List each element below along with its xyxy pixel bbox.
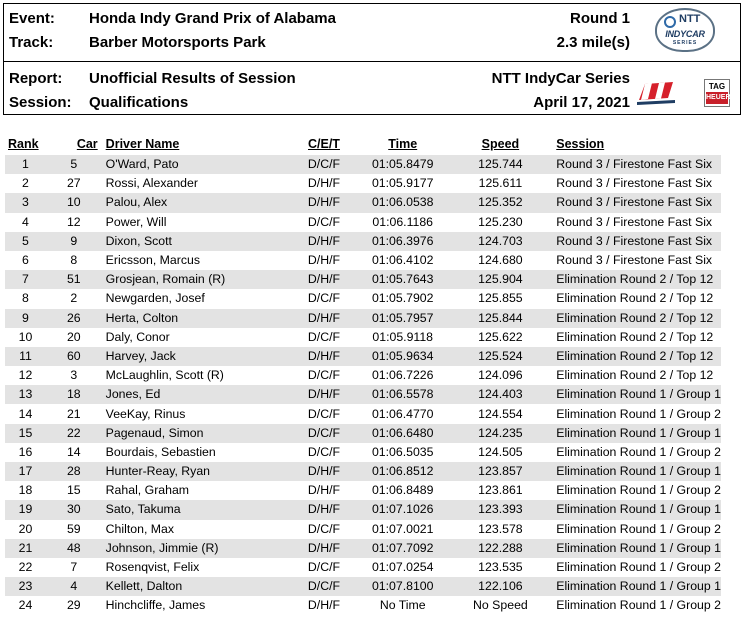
- driver-name-cell: Sato, Takuma: [102, 500, 295, 519]
- speed-cell: No Speed: [473, 598, 528, 613]
- session-cell: Elimination Round 1 / Group 1: [548, 385, 721, 404]
- column-header-speed: Speed: [481, 137, 520, 151]
- cet-cell: D/H/F: [295, 270, 353, 289]
- table-row: [5, 404, 721, 423]
- lap-time-cell: 01:06.6480: [353, 424, 453, 443]
- ntt-logo-text: NTT: [679, 13, 701, 25]
- rank-cell: 8: [22, 291, 29, 306]
- lap-time-cell: 01:06.1186: [372, 214, 434, 229]
- cet-cell: D/C/F: [307, 521, 341, 536]
- ntt-indycar-logo: [655, 8, 715, 52]
- speed-cell: 125.904: [453, 270, 549, 289]
- track-length: 2.3 mile(s): [556, 34, 630, 51]
- session-cell: Elimination Round 1 / Group 2: [556, 521, 721, 536]
- cet-cell: D/H/F: [295, 309, 353, 328]
- driver-name-cell: Hinchcliffe, James: [105, 598, 206, 613]
- cet-cell: D/C/F: [307, 291, 341, 306]
- lap-time-cell: 01:05.7902: [371, 291, 434, 306]
- column-header-rank: Rank: [8, 137, 39, 151]
- rank-cell: 9: [5, 309, 46, 328]
- driver-name-cell: Dixon, Scott: [102, 232, 295, 251]
- session-cell: Elimination Round 1 / Group 2: [556, 560, 721, 575]
- car-number-cell: 51: [46, 270, 102, 289]
- ntt-circle-icon: [664, 16, 676, 28]
- cet-cell: D/H/F: [295, 232, 353, 251]
- heuer-logo-text: HEUER: [706, 92, 728, 104]
- rank-cell: 14: [18, 406, 33, 421]
- rank-cell: 15: [5, 424, 46, 443]
- indycar-logo-text: INDYCAR: [665, 29, 705, 39]
- session-cell: Round 3 / Firestone Fast Six: [556, 253, 713, 268]
- car-number-cell: 7: [70, 560, 78, 575]
- speed-cell: 123.857: [453, 462, 549, 481]
- table-row: [5, 443, 721, 462]
- car-number-cell: 15: [66, 483, 81, 498]
- session-value: Qualifications: [89, 94, 189, 111]
- driver-name-cell: Palou, Alex: [102, 193, 295, 212]
- driver-name-cell: Rosenqvist, Felix: [105, 560, 200, 575]
- lap-time-cell: 01:06.5578: [353, 385, 453, 404]
- car-number-cell: 2: [70, 291, 78, 306]
- cet-cell: D/C/F: [307, 406, 341, 421]
- cet-cell: D/H/F: [307, 176, 341, 191]
- rank-cell: 2: [22, 176, 29, 191]
- session-cell: Elimination Round 2 / Top 12: [556, 291, 714, 306]
- table-row: [5, 347, 721, 366]
- speed-cell: 124.403: [453, 385, 549, 404]
- table-row: [5, 328, 721, 347]
- table-row: [5, 500, 721, 519]
- car-number-cell: 27: [66, 176, 81, 191]
- speed-cell: 123.535: [478, 560, 523, 575]
- driver-name-cell: Pagenaud, Simon: [102, 424, 295, 443]
- lap-time-cell: 01:06.3976: [353, 232, 453, 251]
- speed-cell: 122.106: [453, 577, 549, 596]
- lap-time-cell: 01:07.8100: [353, 577, 453, 596]
- table-row: [5, 385, 721, 404]
- car-number-cell: 14: [66, 444, 81, 459]
- rank-cell: 22: [18, 560, 33, 575]
- rank-cell: 21: [5, 539, 46, 558]
- lap-time-cell: 01:05.9118: [372, 329, 434, 344]
- driver-name-cell: Power, Will: [105, 214, 167, 229]
- speed-cell: 124.703: [453, 232, 549, 251]
- rank-cell: 3: [5, 193, 46, 212]
- driver-name-cell: Hunter-Reay, Ryan: [102, 462, 295, 481]
- cet-cell: D/H/F: [295, 500, 353, 519]
- column-header-car: Car: [76, 137, 98, 151]
- session-cell: Elimination Round 1 / Group 1: [548, 577, 721, 596]
- driver-name-cell: Kellett, Dalton: [102, 577, 295, 596]
- rank-cell: 10: [18, 329, 33, 344]
- results-body: [5, 155, 721, 616]
- table-row: [5, 174, 721, 193]
- car-number-cell: 59: [66, 521, 81, 536]
- session-cell: Elimination Round 2 / Top 12: [548, 347, 721, 366]
- speed-cell: 123.861: [478, 483, 523, 498]
- car-number-cell: 20: [66, 329, 81, 344]
- column-header-driver: Driver Name: [105, 137, 180, 151]
- speed-cell: 125.230: [478, 214, 523, 229]
- session-cell: Elimination Round 1 / Group 1: [548, 500, 721, 519]
- speed-cell: 124.680: [478, 253, 523, 268]
- table-row: [5, 558, 721, 577]
- car-number-cell: 28: [46, 462, 102, 481]
- driver-name-cell: Harvey, Jack: [102, 347, 295, 366]
- rank-cell: 18: [18, 483, 33, 498]
- car-number-cell: 22: [46, 424, 102, 443]
- table-row: [5, 289, 721, 308]
- car-number-cell: 12: [66, 214, 81, 229]
- rank-cell: 16: [18, 444, 33, 459]
- car-number-cell: 4: [46, 577, 102, 596]
- driver-name-cell: O'Ward, Pato: [102, 155, 295, 174]
- session-cell: Round 3 / Firestone Fast Six: [548, 193, 721, 212]
- cet-cell: D/C/F: [307, 368, 341, 383]
- speed-cell: 125.855: [478, 291, 523, 306]
- session-cell: Elimination Round 2 / Top 12: [548, 309, 721, 328]
- session-cell: Elimination Round 1 / Group 1: [548, 462, 721, 481]
- rank-cell: 17: [5, 462, 46, 481]
- column-header-session: Session: [556, 137, 605, 151]
- driver-name-cell: Johnson, Jimmie (R): [102, 539, 295, 558]
- speed-cell: 125.622: [478, 329, 523, 344]
- speed-cell: 124.554: [478, 406, 523, 421]
- table-row: [5, 309, 721, 328]
- lap-time-cell: 01:05.7957: [353, 309, 453, 328]
- session-date: April 17, 2021: [533, 94, 630, 111]
- car-number-cell: 5: [46, 155, 102, 174]
- rank-cell: 7: [5, 270, 46, 289]
- session-cell: Elimination Round 2 / Top 12: [556, 368, 714, 383]
- report-value: Unofficial Results of Session: [89, 70, 296, 87]
- cet-cell: D/C/F: [295, 155, 353, 174]
- cet-cell: D/C/F: [295, 577, 353, 596]
- rank-cell: 19: [5, 500, 46, 519]
- session-header: [3, 3, 741, 115]
- car-number-cell: 3: [70, 368, 78, 383]
- table-row: [5, 539, 721, 558]
- session-cell: Elimination Round 1 / Group 2: [556, 444, 721, 459]
- lap-time-cell: 01:07.7092: [353, 539, 453, 558]
- car-number-cell: 18: [46, 385, 102, 404]
- report-label: Report:: [9, 70, 63, 87]
- lap-time-cell: 01:06.4102: [371, 253, 434, 268]
- cet-cell: D/H/F: [307, 253, 341, 268]
- speed-cell: 125.524: [453, 347, 549, 366]
- rank-cell: 6: [22, 253, 29, 268]
- driver-name-cell: McLaughlin, Scott (R): [105, 368, 224, 383]
- car-number-cell: 8: [70, 253, 78, 268]
- driver-name-cell: Daly, Conor: [105, 329, 170, 344]
- table-row: [5, 462, 721, 481]
- rank-cell: 20: [18, 521, 33, 536]
- round-label: Round 1: [570, 10, 630, 27]
- speed-cell: 125.611: [478, 176, 523, 191]
- cet-cell: D/C/F: [307, 444, 341, 459]
- tag-heuer-logo: [704, 79, 730, 107]
- car-number-cell: 48: [46, 539, 102, 558]
- speed-cell: 123.578: [478, 521, 523, 536]
- driver-name-cell: Ericsson, Marcus: [105, 253, 200, 268]
- lap-time-cell: 01:07.0021: [371, 521, 434, 536]
- track-name: Barber Motorsports Park: [89, 34, 266, 51]
- session-cell: Round 3 / Firestone Fast Six: [556, 214, 713, 229]
- table-row: [5, 366, 721, 385]
- lap-time-cell: 01:06.8489: [371, 483, 434, 498]
- table-row: [5, 596, 721, 615]
- table-row: [5, 193, 721, 212]
- session-cell: Elimination Round 2 / Top 12: [548, 270, 721, 289]
- car-number-cell: 26: [46, 309, 102, 328]
- driver-name-cell: Bourdais, Sebastien: [105, 444, 216, 459]
- tag-logo-text: TAG: [708, 82, 726, 91]
- indycar-flag-logo: [635, 78, 679, 108]
- table-row: [5, 424, 721, 443]
- car-number-cell: 10: [46, 193, 102, 212]
- event-label: Event:: [9, 10, 55, 27]
- car-number-cell: 30: [46, 500, 102, 519]
- table-row: [5, 251, 721, 270]
- cet-cell: D/C/F: [307, 560, 341, 575]
- lap-time-cell: 01:05.9634: [353, 347, 453, 366]
- rank-cell: 24: [18, 598, 33, 613]
- speed-cell: 125.844: [453, 309, 549, 328]
- session-cell: Elimination Round 1 / Group 2: [556, 406, 721, 421]
- table-row: [5, 520, 721, 539]
- lap-time-cell: 01:05.8479: [353, 155, 453, 174]
- cet-cell: D/H/F: [295, 385, 353, 404]
- speed-cell: 125.352: [453, 193, 549, 212]
- cet-cell: D/H/F: [307, 483, 341, 498]
- session-label: Session:: [9, 94, 72, 111]
- lap-time-cell: 01:05.7643: [353, 270, 453, 289]
- lap-time-cell: No Time: [379, 598, 426, 613]
- speed-cell: 124.505: [478, 444, 523, 459]
- lap-time-cell: 01:05.9177: [371, 176, 434, 191]
- session-cell: Elimination Round 1 / Group 1: [548, 539, 721, 558]
- cet-cell: D/H/F: [295, 347, 353, 366]
- driver-name-cell: VeeKay, Rinus: [105, 406, 186, 421]
- lap-time-cell: 01:06.7226: [371, 368, 434, 383]
- driver-name-cell: Rossi, Alexander: [105, 176, 198, 191]
- rank-cell: 4: [22, 214, 29, 229]
- event-name: Honda Indy Grand Prix of Alabama: [89, 10, 336, 27]
- table-row: [5, 155, 721, 174]
- session-cell: Elimination Round 1 / Group 2: [556, 483, 721, 498]
- series-logo-text: SERIES: [672, 40, 698, 46]
- car-number-cell: 29: [66, 598, 81, 613]
- table-row: [5, 577, 721, 596]
- rank-cell: 1: [5, 155, 46, 174]
- cet-cell: D/H/F: [295, 193, 353, 212]
- cet-cell: D/H/F: [295, 462, 353, 481]
- speed-cell: 124.235: [453, 424, 549, 443]
- lap-time-cell: 01:07.1026: [353, 500, 453, 519]
- table-row: [5, 213, 721, 232]
- cet-cell: D/H/F: [307, 598, 341, 613]
- driver-name-cell: Grosjean, Romain (R): [102, 270, 295, 289]
- rank-cell: 11: [5, 347, 46, 366]
- car-number-cell: 60: [46, 347, 102, 366]
- session-cell: Elimination Round 1 / Group 1: [548, 424, 721, 443]
- speed-cell: 123.393: [453, 500, 549, 519]
- driver-name-cell: Newgarden, Josef: [105, 291, 205, 306]
- driver-name-cell: Rahal, Graham: [105, 483, 190, 498]
- table-row: [5, 481, 721, 500]
- results-header-row: [5, 137, 721, 155]
- session-cell: Round 3 / Firestone Fast Six: [548, 155, 721, 174]
- rank-cell: 13: [5, 385, 46, 404]
- speed-cell: 122.288: [453, 539, 549, 558]
- cet-cell: D/H/F: [295, 539, 353, 558]
- lap-time-cell: 01:06.5035: [371, 444, 434, 459]
- session-cell: Elimination Round 1 / Group 2: [556, 598, 721, 613]
- driver-name-cell: Chilton, Max: [105, 521, 175, 536]
- column-header-time: Time: [388, 137, 418, 151]
- session-cell: Round 3 / Firestone Fast Six: [556, 176, 713, 191]
- speed-cell: 124.096: [478, 368, 523, 383]
- lap-time-cell: 01:06.4770: [371, 406, 434, 421]
- car-number-cell: 9: [46, 232, 102, 251]
- series-name: NTT IndyCar Series: [491, 70, 630, 87]
- driver-name-cell: Herta, Colton: [102, 309, 295, 328]
- results-table: [5, 137, 721, 616]
- rank-cell: 12: [18, 368, 33, 383]
- car-number-cell: 21: [66, 406, 81, 421]
- speed-cell: 125.744: [453, 155, 549, 174]
- lap-time-cell: 01:06.8512: [353, 462, 453, 481]
- table-row: [5, 270, 721, 289]
- rank-cell: 23: [5, 577, 46, 596]
- header-divider: [4, 61, 740, 62]
- table-row: [5, 232, 721, 251]
- lap-time-cell: 01:06.0538: [353, 193, 453, 212]
- cet-cell: D/C/F: [307, 214, 341, 229]
- lap-time-cell: 01:07.0254: [371, 560, 434, 575]
- session-cell: Elimination Round 2 / Top 12: [556, 329, 714, 344]
- rank-cell: 5: [5, 232, 46, 251]
- driver-name-cell: Jones, Ed: [102, 385, 295, 404]
- track-label: Track:: [9, 34, 54, 51]
- cet-cell: D/C/F: [295, 424, 353, 443]
- cet-cell: D/C/F: [307, 329, 341, 344]
- column-header-cet: C/E/T: [308, 137, 340, 151]
- session-cell: Round 3 / Firestone Fast Six: [548, 232, 721, 251]
